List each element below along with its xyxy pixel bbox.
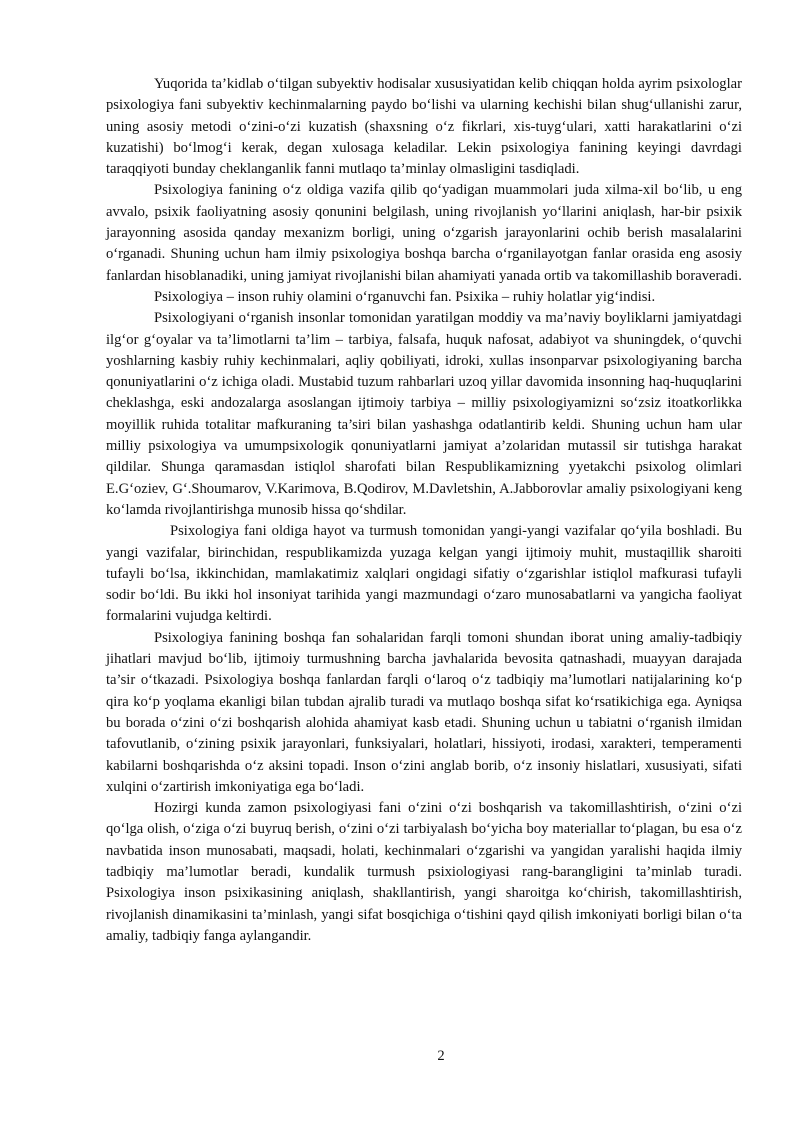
page-number: 2 xyxy=(437,1048,445,1064)
paragraph-modern-psychology: Hozirgi kunda zamon psixologiyasi fani o‘zini o‘zi boshqarish va takomillashtirish, o‘zini o‘zi qo‘lga olish, o‘ziga o‘zi buyruq berish, o‘zini o‘zi tarbiyalash bo‘yicha boy materiallar to‘plagan, bu esa o‘z navbatida inson munosabati, maqsadi, holati, kechinmalari o‘zgarishi va yangidan yaralishi haqida ilmiy tadbiqiy ma’lumotlar beradi, kundalik turmush psixiologiyasi rang-barangligini ta’minlab turadi. Psixologiya inson psixikasining aniqlash, shakllantirish, yangi sharoitga ko‘chirish, takomillashtirish, rivojlanish dinamikasini ta’minlash, yangi sifat bosqichiga o‘tishini qayd qilish imkoniyati borligi bilan o‘ta amaliy, tadbiqiy fanga aylangandir. xyxy=(106,800,742,944)
paragraph-definition: Psixologiya – inson ruhiy olamini o‘rganuvchi fan. Psixika – ruhiy holatlar yig‘indisi. xyxy=(154,288,656,305)
paragraph-psychology-tasks: Psixologiya fanining o‘z oldiga vazifa qilib qo‘yadigan muammolari juda xilma-xil bo‘lib, u eng avvalo, psixik faoliyatning asosiy qonunini belgilash, uning rivojlanish yo‘llarini aniqlash, har-bir psixik jarayonning asosida qanday mexanizm borligi, uning o‘zgarish jarayonlarini ochib berish masalalarini o‘rganadi. Shuning uchun ham ilmiy psixologiya boshqa barcha o‘rganilayotgan fanlar orasida eng asosiy fanlardan hisoblanadiki, uning jamiyat rivojlanishi bilan ahamiyati yanada ortib va takomillashib boraveradi. xyxy=(106,182,742,284)
paragraph-subjective-phenomena: Yuqorida ta’kidlab o‘tilgan subyektiv hodisalar xususiyatidan kelib chiqqan holda ayrim psixologlar psixologiya fani subyektiv kechinmalarning paydo bo‘lishi va ularning kechishi bilan shug‘ullanishi zarur, uning asosiy metodi o‘zini-o‘zi kuzatish (shaxsning o‘z fikrlari, xis-tuyg‘ulari, xatti harakatlarini o‘zi kuzatishi) bo‘lmog‘i kerak, degan xulosaga keladilar. Lekin psixologiya fanining keyingi davrdagi taraqqiyoti bunday cheklanganlik fanni mutlaqo ta’minlay olmasligini tasdiqladi. xyxy=(106,76,742,178)
paragraph-applied-aspects: Psixologiya fanining boshqa fan sohalaridan farqli tomoni shundan iborat uning amaliy-tadbiqiy jihatlari mavjud bo‘lib, ijtimoiy turmushning barcha javhalarida bevosita qatnashadi, muayyan darajada ta’sir o‘tkazadi. Psixologiya boshqa fanlardan farqli o‘laroq o‘z tadbiqiy ma’lumotlari natijalarining ko‘p qira ko‘p yoqlama ekanligi bilan tubdan ajralib turadi va mutlaqo boshqa sifat ko‘rsatikichiga ega. Ayniqsa bu borada o‘zini o‘zi boshqarish alohida ahamiyat kasb etadi. Shuning uchun u tabiatni o‘rganish ilmidan tafovutlanib, o‘zining psixik jarayonlari, funksiyalari, holatlari, hissiyoti, irodasi, xarakteri, temperamenti kabilarni boshqarishda o‘z aksini topadi. Inson o‘zini anglab borib, o‘z insoniy hislatlari, xususiyati, sifati xulqini o‘zartirish imkoniyatiga ega bo‘ladi. xyxy=(106,629,742,795)
paragraph-studying-psychology: Psixologiyani o‘rganish insonlar tomonidan yaratilgan moddiy va ma’naviy boyliklarni jamiyatdagi ilg‘or g‘oyalar va ta’limotlarni ta’lim – tarbiya, falsafa, huquk nafosat, adabiyot va shuningdek, o‘quvchi yoshlarning kasbiy ruhiy kechinmalari, aqliy qobiliyati, idroki, xullas insonparvar psixologiyaning barcha qonuniyatlarini o‘z ichiga oladi. Mustabid tuzum rahbarlari uzoq yillar davomida insonning haq-huquqlarini cheklashga, eski andozalarga asoslangan ijtimoiy tarbiya – milliy psixologiyamizni so‘zsiz itoatkorlikka moyillik ruhida totalitar mafkuraning ta’siri bilan yashashga odatlantirib keldi. Shuning uchun ham ular milliy psixologiya va umumpsixologik qonuniyatlarni jamiyat a’zolaridan mutassil sir tutishga harakat qildilar. Shunga qaramasdan istiqlol sharofati bilan Respublikamizning yyetakchi psixolog olimlari E.G‘oziev, G‘.Shoumarov, V.Karimova, B.Qodirov, M.Davletshin, A.Jabborovlar amaliy psixologiyani keng ko‘lamda rivojlantirishga munosib hissa qo‘shdilar. xyxy=(106,310,742,518)
document-body xyxy=(106,74,742,947)
paragraph-new-tasks: Psixologiya fani oldiga hayot va turmush tomonidan yangi-yangi vazifalar qo‘yila boshladi. Bu yangi vazifalar, birinchidan, respublikamizda yuzaga kelgan yangi ijtimoiy muhit, mustaqillik sharoiti tufayli bo‘lsa, ikkinchidan, mamlakatimiz xalqlari ongidagi sifatiy o‘zgarishlar istiqlol mafkurasi tufayli sodir bo‘ldi. Bu ikki hol insoniyat tarihida yangi mazmundagi o‘zaro munosabatlarni va yangicha faoliyat formalarini vujudga keltirdi. xyxy=(106,523,742,625)
